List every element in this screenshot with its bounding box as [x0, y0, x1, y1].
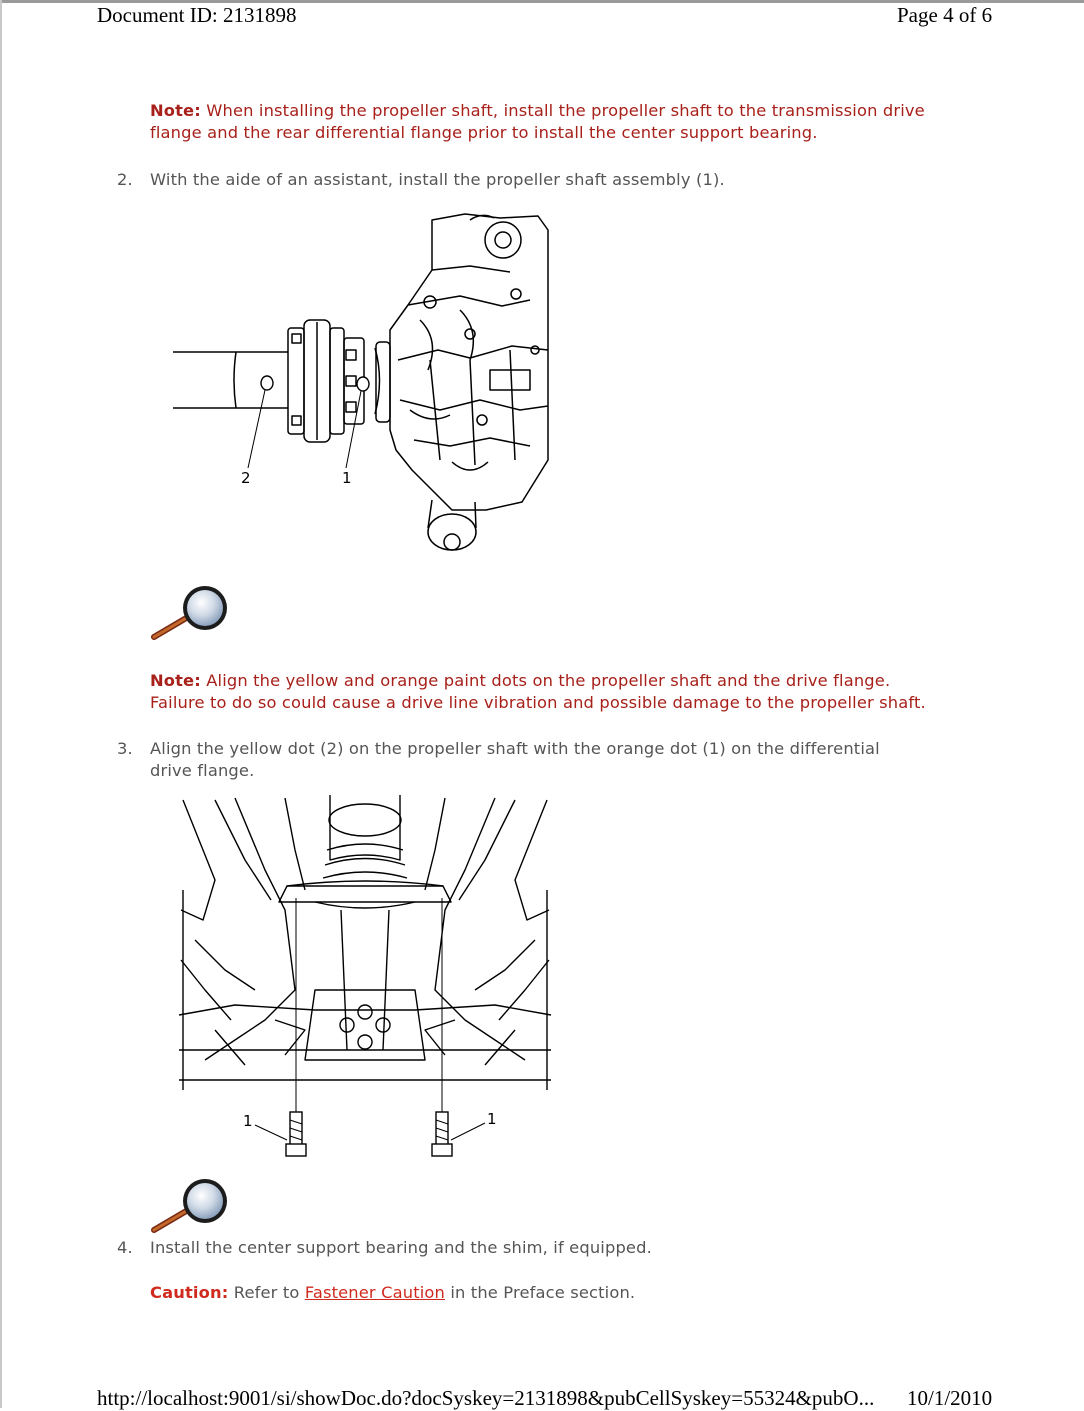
propeller-shaft-illustration — [170, 210, 552, 560]
callout-1: 1 — [342, 469, 352, 487]
caution-text-before: Refer to — [228, 1283, 305, 1302]
note-install-order — [150, 100, 1010, 144]
note-text-line1: Align the yellow and orange paint dots on the propeller shaft and the drive flange. — [200, 671, 891, 690]
caution-fastener — [150, 1282, 635, 1304]
magnifier-zoom-icon[interactable] — [148, 583, 234, 643]
callout-1-right: 1 — [487, 1110, 497, 1128]
center-support-bearing-illustration — [175, 790, 555, 1165]
step-text-line1: Align the yellow dot (2) on the propeller shaft with the orange dot (1) on the differential — [150, 739, 880, 758]
document-id: Document ID: 2131898 — [97, 3, 297, 27]
step-text — [150, 738, 990, 782]
note-text-line1: When installing the propeller shaft, install the propeller shaft to the transmission drive — [200, 101, 925, 120]
step-number: 4. — [117, 1238, 133, 1257]
window-left-border — [0, 0, 2, 1408]
step-text: With the aide of an assistant, install the propeller shaft assembly (1). — [150, 170, 725, 189]
fastener-caution-link[interactable]: Fastener Caution — [304, 1283, 445, 1302]
note-label: Note: — [150, 101, 201, 120]
caution-label: Caution: — [150, 1283, 229, 1302]
footer-date: 10/1/2010 — [907, 1386, 993, 1410]
callout-1-left: 1 — [243, 1112, 253, 1130]
page-number: Page 4 of 6 — [897, 3, 993, 27]
note-align-dots — [150, 670, 1010, 714]
step-text: Install the center support bearing and the shim, if equipped. — [150, 1238, 652, 1257]
step-number: 2. — [117, 170, 133, 189]
callout-2: 2 — [241, 469, 251, 487]
step-text-line2: drive flange. — [150, 761, 255, 780]
magnifier-zoom-icon[interactable] — [148, 1176, 234, 1236]
caution-text-after: in the Preface section. — [445, 1283, 636, 1302]
note-label: Note: — [150, 671, 201, 690]
footer-url: http://localhost:9001/si/showDoc.do?docSyskey=2131898&pubCellSyskey=55324&pubO... — [97, 1386, 875, 1410]
note-text-line2: Failure to do so could cause a drive line vibration and possible damage to the propeller shaft. — [150, 693, 926, 712]
step-number: 3. — [117, 739, 133, 758]
note-text-line2: flange and the rear differential flange prior to install the center support bearing. — [150, 123, 818, 142]
